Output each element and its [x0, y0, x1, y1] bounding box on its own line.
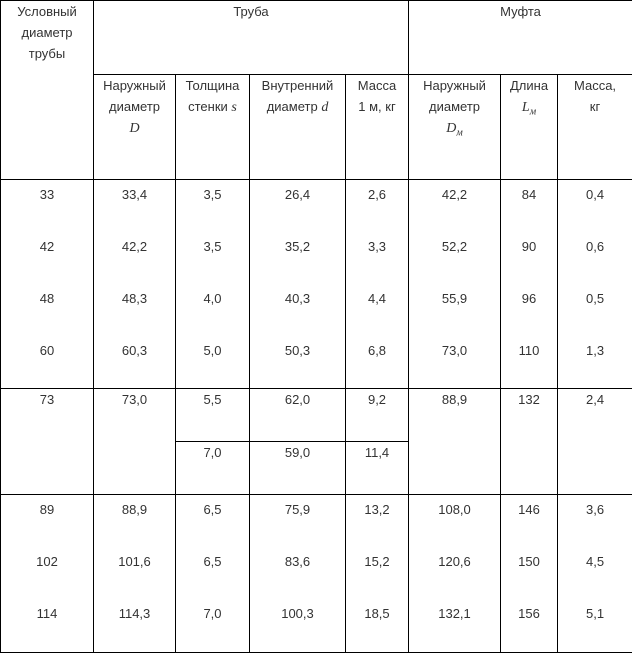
table-row — [1, 495, 632, 653]
wall-cell: 6,5 6,5 7,0 — [176, 495, 250, 653]
outer-diameter-header: Наружный диаметр D — [94, 75, 176, 179]
table-row — [1, 179, 632, 389]
nominal-diameter-header: Условный диаметр трубы — [1, 1, 94, 180]
nominal-cell: 73 — [1, 389, 94, 495]
outer-cell: 33,4 42,2 48,3 60,3 — [94, 179, 176, 389]
length-cell: 84 90 96 110 — [501, 179, 558, 389]
coupling-outer-cell: 88,9 — [409, 389, 501, 495]
mass-cell: 9,2 — [346, 389, 409, 442]
length-cell: 132 — [501, 389, 558, 495]
coupling-outer-cell: 42,2 52,2 55,9 73,0 — [409, 179, 501, 389]
table-row — [1, 389, 632, 442]
mass-per-meter-header: Масса 1 м, кг — [346, 75, 409, 179]
inner-cell: 59,0 — [250, 442, 346, 495]
outer-cell: 88,9 101,6 114,3 — [94, 495, 176, 653]
length-cell: 146 150 156 — [501, 495, 558, 653]
wall-cell: 7,0 — [176, 442, 250, 495]
mass-cell: 2,6 3,3 4,4 6,8 — [346, 179, 409, 389]
inner-diameter-header: Внутренний диаметр d — [250, 75, 346, 179]
wall-thickness-header: Толщина стенки s — [176, 75, 250, 179]
coupling-length-header: Длина $L_м$ — [501, 75, 558, 179]
inner-cell: 26,4 35,2 40,3 50,3 — [250, 179, 346, 389]
coupling-outer-cell: 108,0 120,6 132,1 — [409, 495, 501, 653]
coupling-mass-cell: 0,4 0,6 0,5 1,3 — [558, 179, 632, 389]
outer-cell: 73,0 — [94, 389, 176, 495]
coupling-mass-header: Масса, кг — [558, 75, 632, 179]
inner-cell: 75,9 83,6 100,3 — [250, 495, 346, 653]
coupling-header: Муфта — [409, 1, 632, 75]
mass-cell: 13,2 15,2 18,5 — [346, 495, 409, 653]
coupling-mass-cell: 2,4 — [558, 389, 632, 495]
pipe-header: Труба — [94, 1, 409, 75]
nominal-cell: 89 102 114 — [1, 495, 94, 653]
wall-cell: 3,5 3,5 4,0 5,0 — [176, 179, 250, 389]
nominal-cell: 33 42 48 60 — [1, 179, 94, 389]
wall-cell: 5,5 — [176, 389, 250, 442]
coupling-outer-diameter-header: Наружный диаметр $D_м$ — [409, 75, 501, 179]
coupling-mass-cell: 3,6 4,5 5,1 — [558, 495, 632, 653]
inner-cell: 62,0 — [250, 389, 346, 442]
mass-cell: 11,4 — [346, 442, 409, 495]
